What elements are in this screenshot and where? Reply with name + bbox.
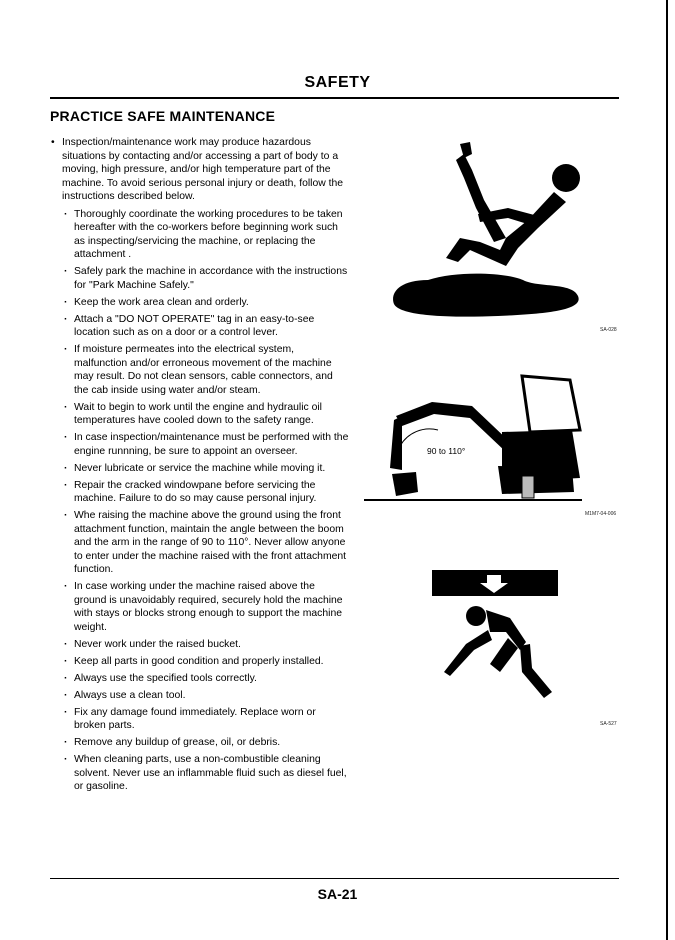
section-title: PRACTICE SAFE MAINTENANCE bbox=[50, 108, 276, 124]
body-text bbox=[50, 136, 350, 797]
list-item: · Thoroughly coordinate the working procedures to be taken hereafter with the co-workers before beginning work such as inspecting/servicing the machine, or replacing the attachment . bbox=[50, 208, 350, 262]
angle-label: 90 to 110° bbox=[427, 446, 466, 456]
figure-leg-rear bbox=[490, 638, 518, 672]
list-item: · Keep the work area clean and orderly. bbox=[50, 296, 350, 310]
list-item: · Fix any damage found immediately. Replace worn or broken parts. bbox=[50, 706, 350, 733]
list-item: · When cleaning parts, use a non-combustible cleaning solvent. Never use an inflammable fluid such as diesel fuel, or gasoline. bbox=[50, 753, 350, 794]
figure-id-label: M1M7-04-006 bbox=[585, 511, 617, 517]
list-item: · Always use a clean tool. bbox=[50, 689, 350, 703]
figure-id-label: SA-028 bbox=[600, 327, 617, 333]
figure-foot bbox=[460, 142, 472, 158]
bucket bbox=[392, 472, 418, 496]
list-item: · In case inspection/maintenance must be performed with the engine runnning, be sure to appoint an overseer. bbox=[50, 431, 350, 458]
intro-paragraph bbox=[50, 136, 350, 204]
slip-hazard-illustration bbox=[388, 130, 588, 320]
oil-puddle bbox=[393, 274, 579, 317]
list-item: · Repair the cracked windowpane before servicing the machine. Failure to do so may cause personal injury. bbox=[50, 479, 350, 506]
boom bbox=[396, 402, 512, 452]
footer-rule bbox=[50, 878, 619, 879]
list-item: · In case working under the machine raised above the ground is unavoidably required, securely hold the machine with stays or blocks strong enough to support the machine weight. bbox=[50, 580, 350, 634]
page-header-title: SAFETY bbox=[304, 74, 371, 91]
cab bbox=[522, 376, 580, 432]
header-rule bbox=[50, 97, 619, 99]
figure-leg bbox=[520, 644, 552, 698]
list-item: · Never work under the raised bucket. bbox=[50, 638, 350, 652]
list-item: · If moisture permeates into the electrical system, malfunction and/or erroneous movement of the machine may result. Do not clean sensors, cable connectors, and the cab inside using water and/or steam. bbox=[50, 343, 350, 397]
list-item: · Remove any buildup of grease, oil, or debris. bbox=[50, 736, 350, 750]
intro-text: Inspection/maintenance work may produce hazardous situations by contacting and/or accessing a part of body to a moving, high pressure, and/or high temperature part of the machine. To avoid serious personal injury or death, follow the instructions described below. bbox=[62, 137, 344, 202]
page-edge-line bbox=[666, 0, 668, 940]
page-number: SA-21 bbox=[317, 886, 358, 902]
figure-arm bbox=[444, 630, 492, 676]
list-item: · Whe raising the machine above the ground using the front attachment function, maintain the angle between the boom and the arm in the range of 90 to 110°. Never allow anyone to enter under the machine raised with the front attachment function. bbox=[50, 509, 350, 577]
figure-head bbox=[466, 606, 486, 626]
bullet-icon: • bbox=[51, 137, 55, 148]
list-item: · Wait to begin to work until the engine and hydraulic oil temperatures have cooled down to the safety range. bbox=[50, 401, 350, 428]
support-block bbox=[522, 476, 534, 498]
list-item: · Always use the specified tools correctly. bbox=[50, 672, 350, 686]
list-item: · Attach a "DO NOT OPERATE" tag in an easy-to-see location such as on a door or a control lever. bbox=[50, 313, 350, 340]
figure-leg bbox=[456, 154, 506, 242]
angle-arc bbox=[400, 429, 438, 446]
list-item: · Keep all parts in good condition and properly installed. bbox=[50, 655, 350, 669]
track bbox=[498, 466, 574, 494]
list-item: · Never lubricate or service the machine while moving it. bbox=[50, 462, 350, 476]
arm bbox=[390, 416, 402, 470]
instruction-list bbox=[50, 208, 350, 794]
list-item: · Safely park the machine in accordance with the instructions for "Park Machine Safely." bbox=[50, 265, 350, 292]
figure-head bbox=[552, 164, 580, 192]
figure-id-label: SA-527 bbox=[600, 721, 617, 727]
excavator-raised-illustration bbox=[362, 372, 612, 507]
figure-body bbox=[446, 192, 566, 266]
crush-hazard-illustration bbox=[430, 568, 560, 703]
